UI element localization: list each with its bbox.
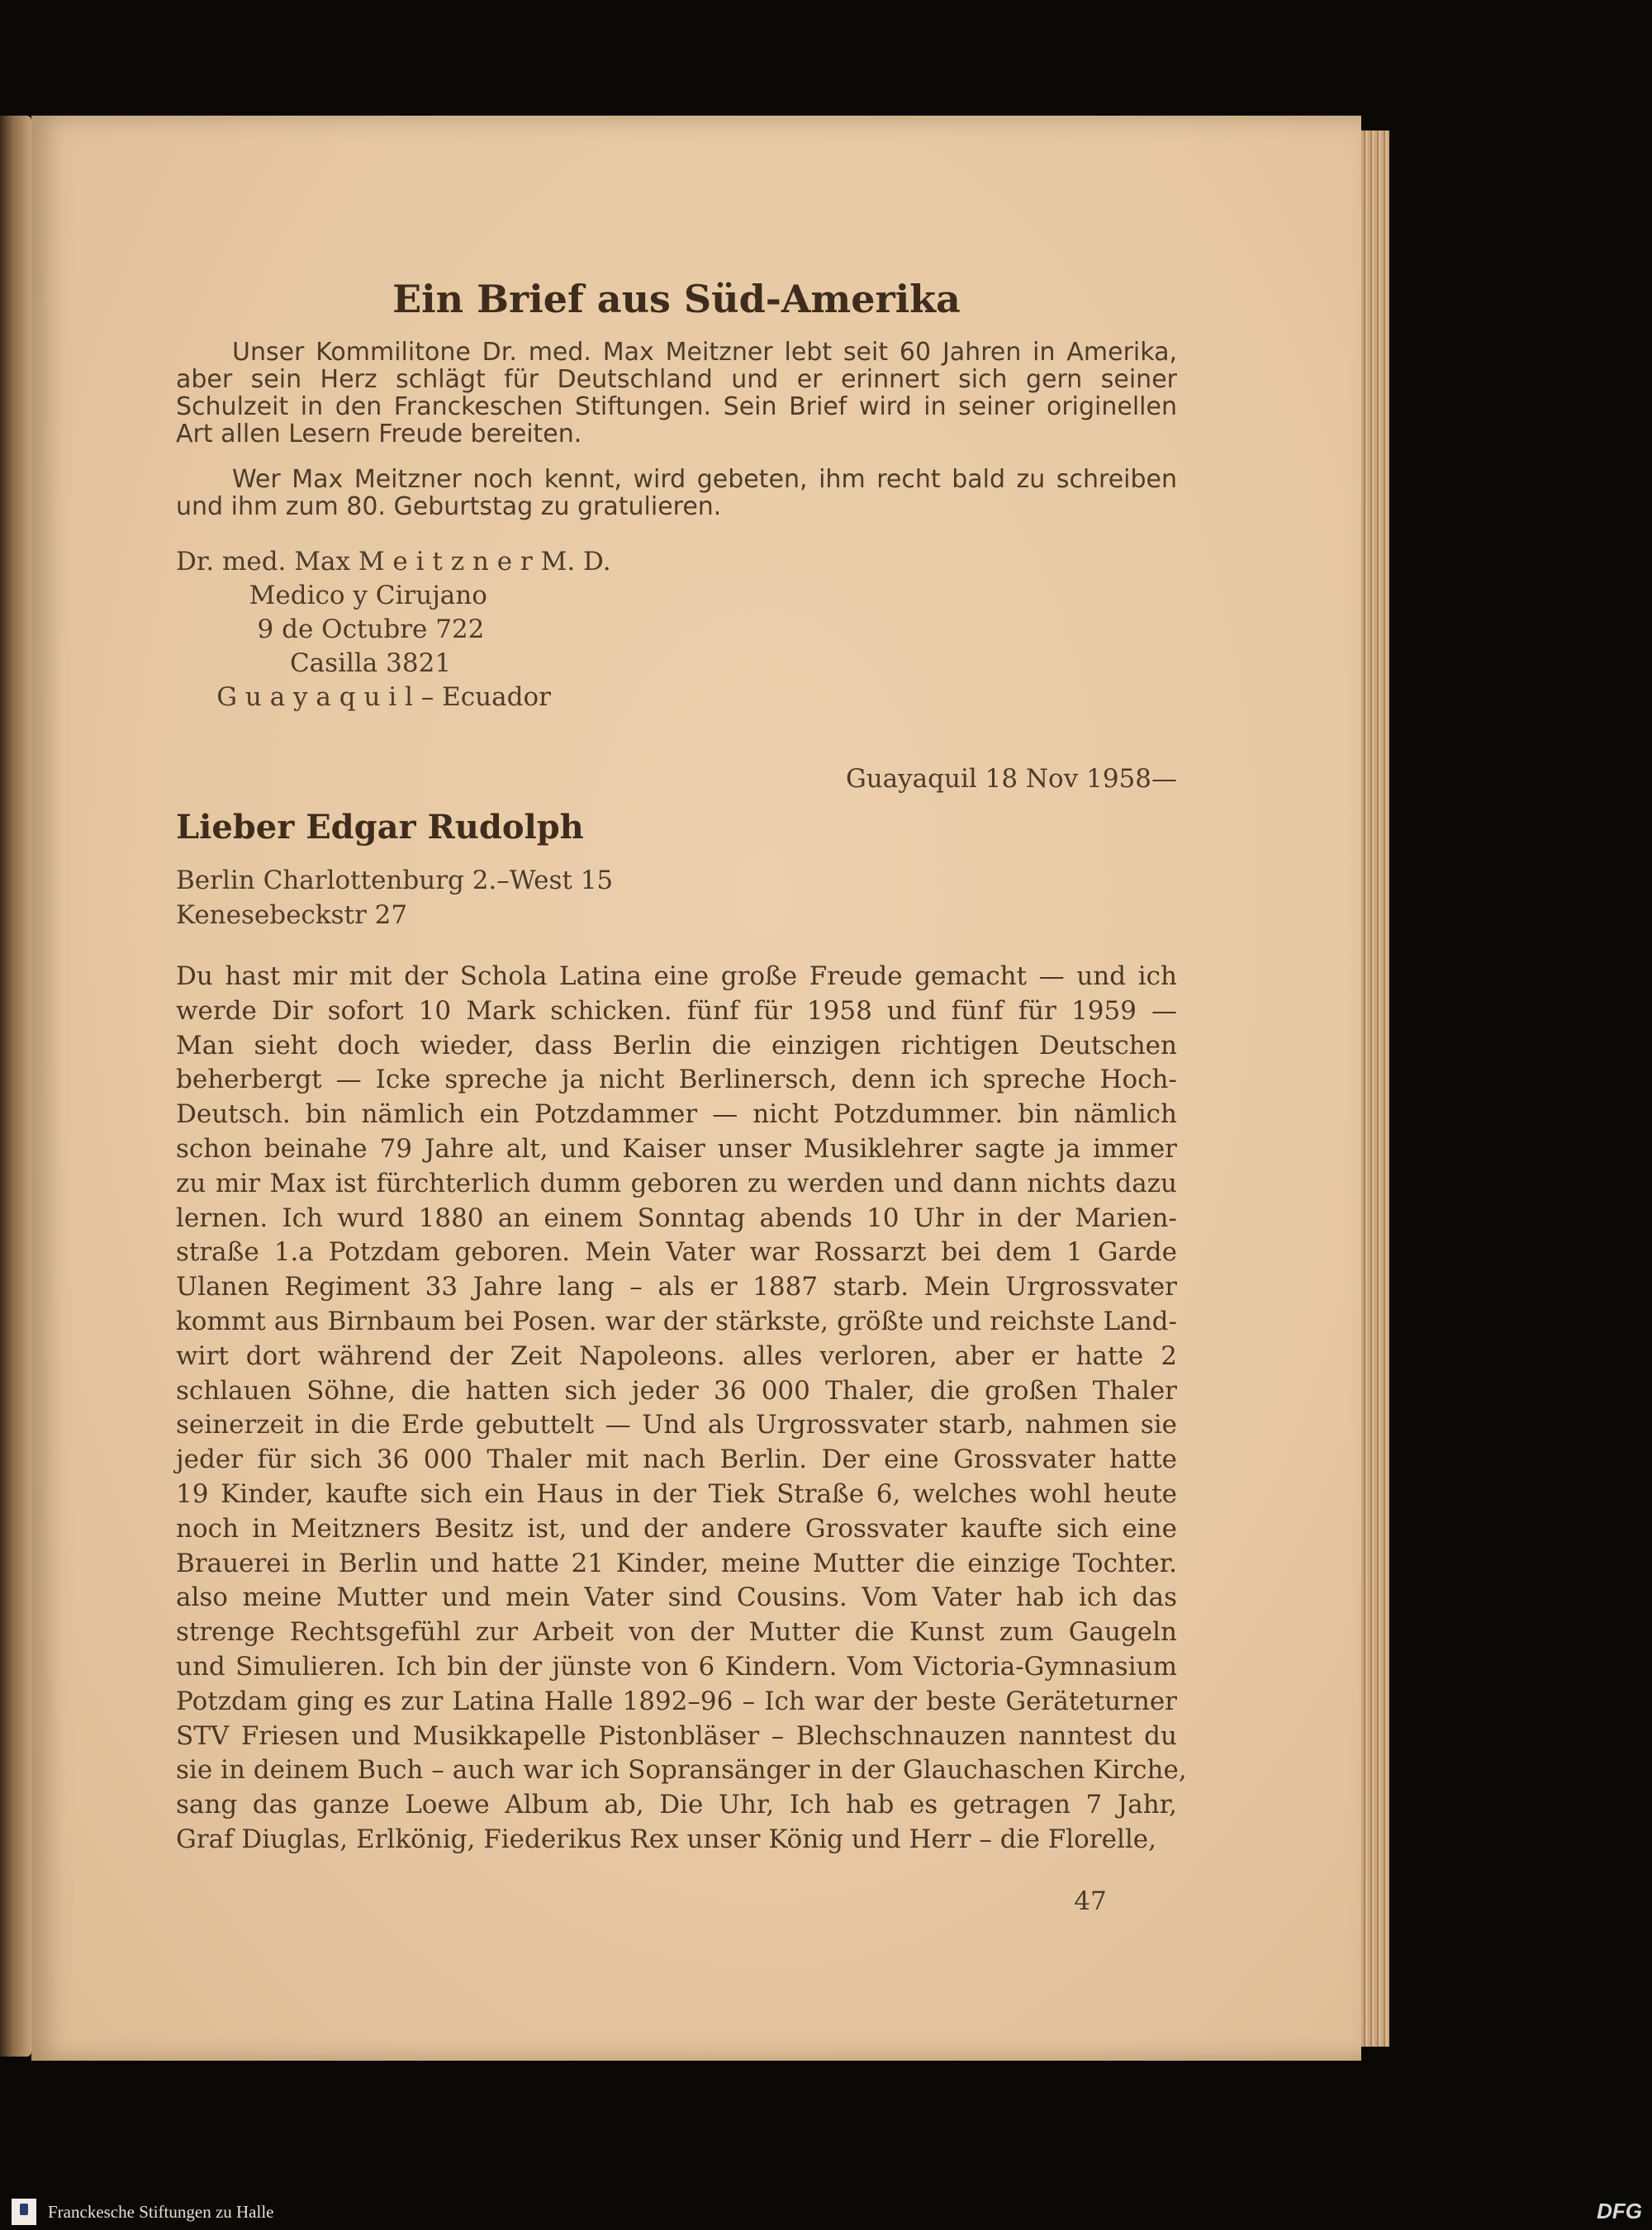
viewer-footer: [0, 2194, 1652, 2230]
letter-body-line: straße 1.a Potzdam geboren. Mein Vater war Rossarzt bei dem 1 Garde: [176, 1237, 1177, 1268]
letter-body-line: kommt aus Birnbaum bei Posen. war der stärkste, größte und reichste Land-: [176, 1306, 1177, 1336]
intro-paragraph: Wer Max Meitzner noch kennt, wird gebeten, ihm recht bald zu schreiben und ihm zum 80. Geburtstag zu gratulieren.: [176, 465, 1177, 521]
intro-text: [176, 339, 1177, 539]
letter-body-line: Du hast mir mit der Schola Latina eine große Freude gemacht — und ich: [176, 961, 1177, 991]
institution-logo-icon: [12, 2199, 36, 2225]
letter-body-line: und Simulieren. Ich bin der jünste von 6 Kindern. Vom Victoria-Gymnasium: [176, 1651, 1177, 1682]
sender-address-line: G u a y a q u i l – Ecuador: [176, 682, 551, 712]
letter-body-line: Graf Diuglas, Erlkönig, Fiederikus Rex unser König und Herr – die Florelle,: [176, 1824, 1156, 1854]
dfg-logo: DFG: [1597, 2199, 1642, 2223]
letter-body-line: strenge Rechtsgefühl zur Arbeit von der Mutter die Kunst zum Gaugeln: [176, 1617, 1177, 1648]
letter-body-line: jeder für sich 36 000 Thaler mit nach Berlin. Der eine Grossvater hatte: [176, 1445, 1177, 1475]
letter-body-line: wirt dort während der Zeit Napoleons. alles verloren, aber er hatte 2: [176, 1340, 1177, 1371]
institution-name: Franckesche Stiftungen zu Halle: [48, 2202, 274, 2222]
letter-body-line: 19 Kinder, kaufte sich ein Haus in der Tiek Straße 6, welches wohl heute: [176, 1478, 1177, 1509]
letter-body-line: Man sieht doch wieder, dass Berlin die einzigen richtigen Deutschen: [176, 1030, 1177, 1060]
recipient-address-line: Berlin Charlottenburg 2.–West 15: [176, 866, 614, 895]
letter-body-line: werde Dir sofort 10 Mark schicken. fünf für 1958 und fünf für 1959 —: [176, 995, 1177, 1026]
sender-address-line: Dr. med. Max M e i t z n e r M. D.: [176, 547, 611, 576]
letter-body-line: seinerzeit in die Erde gebuttelt — Und als Urgrossvater starb, nahmen sie: [176, 1410, 1177, 1440]
left-page-edge: [0, 116, 31, 2057]
page-number: 47: [1074, 1886, 1107, 1916]
letter-body: [176, 960, 1187, 1858]
recipient-address: [176, 863, 613, 932]
letter-body-line: beherbergt — Icke spreche ja nicht Berlinersch, denn ich spreche Hoch-: [176, 1065, 1177, 1095]
intro-paragraph: Unser Kommilitone Dr. med. Max Meitzner lebt seit 60 Jahren in Amerika, aber sein Herz schlägt für Deutschland und er erinnert sich gern seiner Schulzeit in den Franckeschen Stiftungen. Sein Brief wird in seiner originellen Art allen Lesern Freude bereiten.: [176, 338, 1177, 448]
sender-address-line: 9 de Octubre 722: [176, 614, 485, 644]
page-stack-edge: [1361, 130, 1389, 2047]
letter-body-line: schon beinahe 79 Jahre alt, und Kaiser unser Musiklehrer sagte ja immer: [176, 1133, 1177, 1164]
letter-body-line: lernen. Ich wurd 1880 an einem Sonntag abends 10 Uhr in der Marien-: [176, 1203, 1177, 1233]
letter-body-line: sie in deinem Buch – auch war ich Sopransänger in der Glauchaschen Kirche,: [176, 1755, 1187, 1786]
letter-body-line: STV Friesen und Musikkapelle Pistonbläser – Blechschnauzen nanntest du: [176, 1720, 1177, 1751]
sender-address-line: Medico y Cirujano: [176, 581, 487, 610]
sender-address: [176, 545, 611, 714]
letter-date: Guayaquil 18 Nov 1958—: [845, 764, 1177, 794]
letter-body-line: Ulanen Regiment 33 Jahre lang – als er 1887 starb. Mein Urgrossvater: [176, 1272, 1177, 1302]
article-title: Ein Brief aus Süd-Amerika: [392, 277, 961, 321]
letter-body-line: zu mir Max ist fürchterlich dumm geboren zu werden und dann nichts dazu: [176, 1168, 1177, 1198]
letter-body-line: also meine Mutter und mein Vater sind Cousins. Vom Vater hab ich das: [176, 1582, 1177, 1613]
letter-body-line: schlauen Söhne, die hatten sich jeder 36 000 Thaler, die großen Thaler: [176, 1375, 1177, 1406]
letter-salutation: Lieber Edgar Rudolph: [176, 808, 584, 847]
letter-body-line: Potzdam ging es zur Latina Halle 1892–96 – Ich war der beste Geräteturner: [176, 1686, 1177, 1716]
letter-body-line: sang das ganze Loewe Album ab, Die Uhr, Ich hab es getragen 7 Jahr,: [176, 1790, 1177, 1820]
letter-body-line: noch in Meitzners Besitz ist, und der andere Grossvater kaufte sich eine: [176, 1513, 1177, 1544]
letter-body-line: Deutsch. bin nämlich ein Potzdammer — nicht Potzdummer. bin nämlich: [176, 1099, 1177, 1130]
recipient-address-line: Kenesebeckstr 27: [176, 900, 408, 930]
sender-address-line: Casilla 3821: [176, 648, 452, 678]
letter-body-line: Brauerei in Berlin und hatte 21 Kinder, meine Mutter die einzige Tochter.: [176, 1548, 1177, 1578]
